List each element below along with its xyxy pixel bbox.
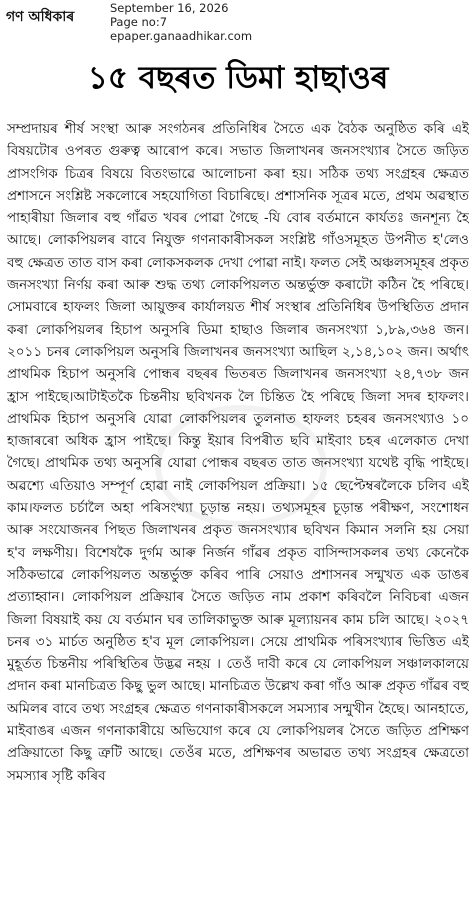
article-headline: ১৫ বছৰত ডিমা হাছাওৰ <box>87 60 389 96</box>
article-body: সম্প্ৰদায়ৰ শীৰ্ষ সংস্থা আৰু সংগঠনৰ প্ৰতিনিধিৰ সৈতে এক বৈঠক অনুষ্ঠিত কৰি এই বিষয়টোৰ ওপৰত গুৰুত্ব আৰোপ কৰে। সভাত জিলাখনৰ জনসংখ্যাৰ সৈতে জড়িত প্ৰাসংগিক চিত্ৰৰ বিষয়ে বিতংভাৱে আলোচনা কৰা হয়। সঠিক তথ্য সংগ্ৰহৰ ক্ষেত্ৰত প্ৰশাসনে সংশ্লিষ্ট সকলোৰে সহযোগিতা বিচাৰিছে। প্ৰশাসনিক সূত্ৰৰ মতে, প্ৰথম অৱস্থাত পাহাৰীয়া জিলাৰ বহু গাঁৱত খবৰ পোৱা গৈছে -যি বোৰ বৰ্তমানে কাৰ্যতঃ জনশূন্য হৈ আছে। লোকপিয়লৰ বাবে নিযুক্ত গণনাকাৰীসকল সংশ্লিষ্ট গাঁওসমূহত উপনীত হ'লেও বহু ক্ষেত্ৰত তাত বাস কৰা লোকসকলক দেখা পোৱা নাই। ফলত সেই অঞ্চলসমূহৰ প্ৰকৃত জনসংখ্যা নিৰ্ণয় কৰা আৰু শুদ্ধ তথ্য লোকপিয়লত অন্তৰ্ভুক্ত কৰাটো কঠিন হৈ পৰিছে।সোমবাৰে হাফলং জিলা আয়ুক্তৰ কাৰ্যালয়ত শীৰ্ষ সংস্থাৰ প্ৰতিনিধিৰ উপস্থিতিত প্ৰদান কৰা লোকপিয়লৰ হিচাপ অনুসৰি ডিমা হাছাও জিলাৰ জনসংখ্যা ১,৮৯,৩৬৪ জন। ২০১১ চনৰ লোকপিয়ল অনুসৰি জিলাখনৰ জনসংখ্যা আছিল ২,১৪,১০২ জন। অৰ্থাৎ প্ৰাথমিক হিচাপ অনুসৰি পোন্ধৰ বছৰৰ ভিতৰত জিলাখনৰ জনসংখ্যা ২৪,৭৩৮ জন হ্ৰাস পাইছে।আটাইতকৈ চিন্তনীয় ছবিখনক লৈ চিন্তিত হৈ পৰিছে জিলা সদৰ হাফলং।প্ৰাথমিক হিচাপ অনুসৰি যোৱা লোকপিয়লৰ তুলনাত হাফলং চহৰৰ জনসংখ্যাও ১০ হাজাৰৰো অধিক হ্ৰাস পাইছে। কিন্তু ইয়াৰ বিপৰীত ছবি মাইবাং চহৰ এলেকাত দেখা গৈছে। প্ৰাথমিক তথ্য অনুসৰি যোৱা পোন্ধৰ বছৰত তাত জনসংখ্যা যথেষ্ট বৃদ্ধি পাইছে। অৱশ্যে এতিয়াও সম্পূৰ্ণ হোৱা নাই লোকপিয়ল প্ৰক্ৰিয়া। ১৫ ছেপ্টেম্বৰলৈকে চলিব এই কাম।ফলত চৰ্চালৈ অহা পৰিসংখ্যা চূড়ান্ত নহয়। তথ্যসমূহৰ চূড়ান্ত পৰীক্ষণ, সংশোধন আৰু সংযোজনৰ পিছত জিলাখনৰ প্ৰকৃত জনসংখ্যাৰ ছবিখন কিমান সলনি হয় সেয়া হ'ব লক্ষণীয়। বিশেষকৈ দুৰ্গম আৰু নিৰ্জন গাঁৱৰ প্ৰকৃত বাসিন্দাসকলৰ তথ্য কেনেকৈ সঠিকভাৱে লোকপিয়লত অন্তৰ্ভুক্ত কৰিব পাৰি সেয়াও প্ৰশাসনৰ সন্মুখত এক ডাঙৰ প্ৰত্যাহ্বান। লোকপিয়ল প্ৰক্ৰিয়াৰ সৈতে জড়িত নাম প্ৰকাশ কৰিবলৈ নিবিচৰা এজন জিলা বিষয়াই কয় যে বৰ্তমান ঘৰ তালিকাভুক্ত আৰু মূল্যায়নৰ কাম চলি আছে। ২০২৭ চনৰ ৩১ মাৰ্চত অনুষ্ঠিত হ'ব মূল লোকপিয়ল। সেয়ে প্ৰাথমিক পৰিসংখ্যাৰ ভিত্তিত এই মুহূৰ্তত চিন্তনীয় পৰিস্থিতিৰ উদ্ভৱ নহয় । তেওঁ দাবী কৰে যে লোকপিয়ল সঞ্চালকালয়ে প্ৰদান কৰা মানচিত্ৰত কিছু ভুল আছে। মানচিত্ৰত উল্লেখ কৰা গাঁও আৰু প্ৰকৃত গাঁৱৰ বহু অমিলৰ বাবে তথ্য সংগ্ৰহৰ ক্ষেত্ৰত গণনাকাৰীসকলে সমস্যাৰ সন্মুখীন হৈছে। আনহাতে, মাইবাঙৰ এজন গণনাকাৰীয়ে অভিযোগ কৰে যে লোকপিয়লৰ সৈতে জড়িত প্ৰশিক্ষণ প্ৰক্ৰিয়াতো কিছু ত্ৰুটি আছে। তেওঁৰ মতে, প্ৰশিক্ষণৰ অভাৱত তথ্য সংগ্ৰহৰ ক্ষেত্ৰতো সমস্যাৰ সৃষ্টি কৰিব <box>7 121 469 784</box>
logo-text: গণ অধিকাৰ <box>6 9 75 25</box>
edition-date: September 16, 2026 <box>110 1 229 15</box>
newspaper-logo[interactable] <box>6 7 74 27</box>
edition-meta <box>110 1 252 43</box>
site-link[interactable]: epaper.ganaadhikar.com <box>110 29 253 43</box>
page-header <box>0 0 476 46</box>
page-number: Page no:7 <box>110 15 168 29</box>
